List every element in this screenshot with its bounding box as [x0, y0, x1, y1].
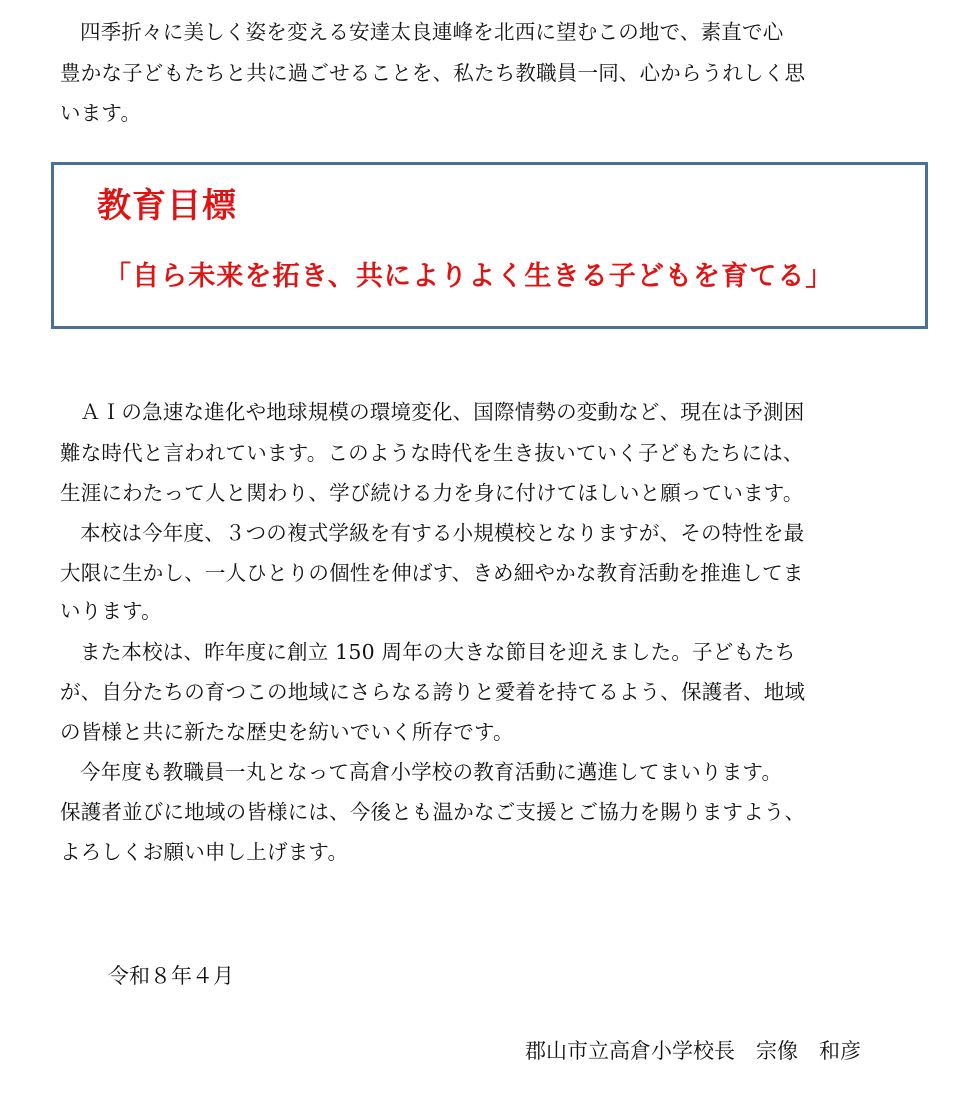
principal-signature: 郡山市立高倉小学校長 宗像 和彦 — [525, 1039, 861, 1063]
education-goal-text: 「自ら未来を拓き、共によりよく生きる子どもを育てる」 — [104, 261, 834, 292]
body-line-9: の皆様と共に新たな歴史を紡いでいく所存です。 — [60, 720, 514, 744]
body-line-11: 保護者並びに地域の皆様には、今後とも温かなご支援とご協力を賜りますよう、 — [60, 800, 806, 824]
body-line-4: 本校は今年度、３つの複式学級を有する小規模校となりますが、その特性を最 — [80, 521, 805, 545]
body-line-1: ＡＩの急速な進化や地球規模の環境変化、国際情勢の変動など、現在は予測困 — [80, 400, 805, 424]
body-line-7: また本校は、昨年度に創立 150 周年の大きな節目を迎えました。子どもたち — [80, 640, 796, 664]
body-line-10: 今年度も教職員一丸となって高倉小学校の教育活動に邁進してまいります。 — [80, 760, 783, 784]
body-line-6: いります。 — [60, 599, 162, 623]
body-line-3: 生涯にわたって人と関わり、学び続ける力を身に付けてほしいと願っています。 — [60, 481, 804, 505]
body-line-5: 大限に生かし、一人ひとりの個性を伸ばす、きめ細やかな教育活動を推進してま — [60, 561, 804, 585]
intro-line-1: 四季折々に美しく姿を変える安達太良連峰を北西に望むこの地で、素直で心 — [80, 20, 784, 44]
intro-line-2: 豊かな子どもたちと共に過ごせることを、私たち教職員一同、心からうれしく思 — [60, 61, 806, 85]
body-line-2: 難な時代と言われています。このような時代を生き抜いていく子どもたちには、 — [60, 441, 804, 465]
intro-line-3: います。 — [60, 101, 142, 125]
body-line-8: が、自分たちの育つこの地域にさらなる誇りと愛着を持てるよう、保護者、地域 — [60, 680, 806, 704]
issue-date: 令和８年４月 — [108, 964, 234, 988]
education-goal-title: 教育目標 — [97, 186, 237, 226]
body-line-12: よろしくお願い申し上げます。 — [60, 840, 349, 864]
